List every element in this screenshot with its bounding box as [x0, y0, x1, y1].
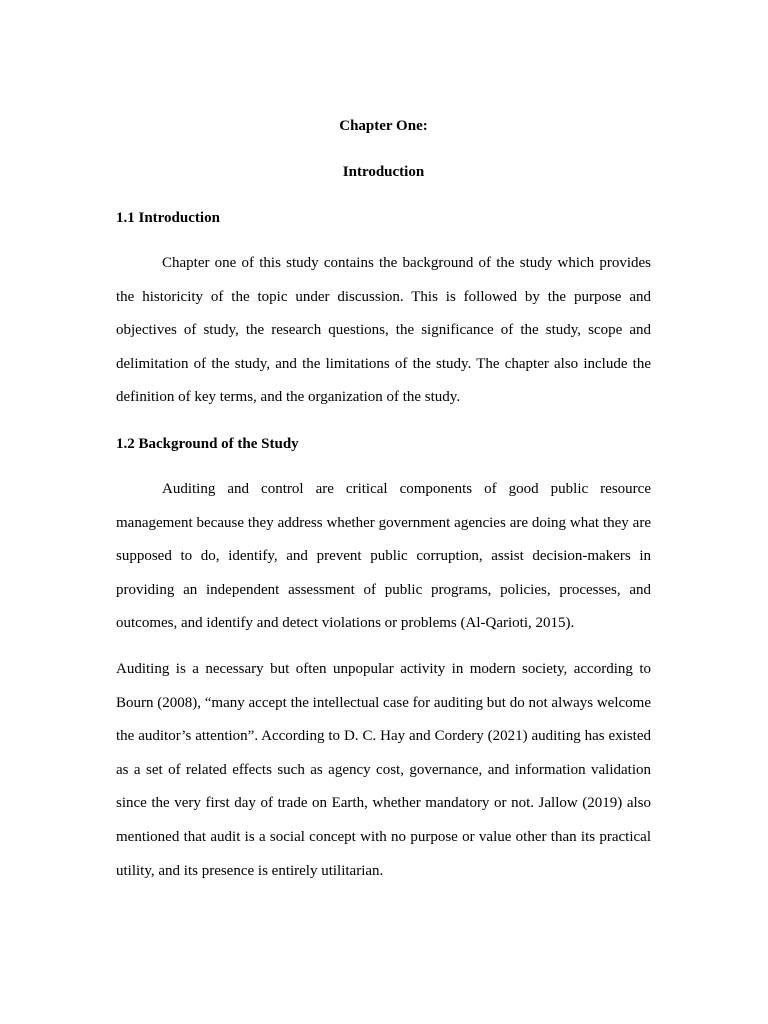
paragraph-background-2: Auditing is a necessary but often unpopular activity in modern society, according to Bourn (2008), “many accept the intellectual case for auditing but do not always welcome the auditor’s attention”. According to D. C. Hay and Cordery (2021) auditing has existed as a set of related effects such as agency cost, governance, and information validation since the very first day of trade on Earth, whether mandatory or not. Jallow (2019) also mentioned that audit is a social concept with no purpose or value other than its practical utility, and its presence is entirely utilitarian. — [116, 661, 651, 879]
chapter-subtitle: Introduction — [342, 164, 425, 180]
chapter-title: Chapter One: — [339, 118, 428, 134]
paragraph-background-1: Auditing and control are critical components of good public resource management because they address whether government agencies are doing what they are supposed to do, identify, and prevent public corruption, assist decision-makers in providing an independent assessment of public programs, policies, processes, and outcomes, and identify and detect violations or problems (Al-Qarioti, 2015). — [116, 481, 651, 632]
section-heading-introduction: 1.1 Introduction — [116, 210, 220, 226]
paragraph-introduction: Chapter one of this study contains the background of the study which provides the historicity of the topic under discussion. This is followed by the purpose and objectives of study, the research questions, the significance of the study, scope and delimitation of the study, and the limitations of the study. The chapter also include the definition of key terms, and the organization of the study. — [116, 255, 651, 406]
section-heading-background: 1.2 Background of the Study — [116, 436, 299, 452]
